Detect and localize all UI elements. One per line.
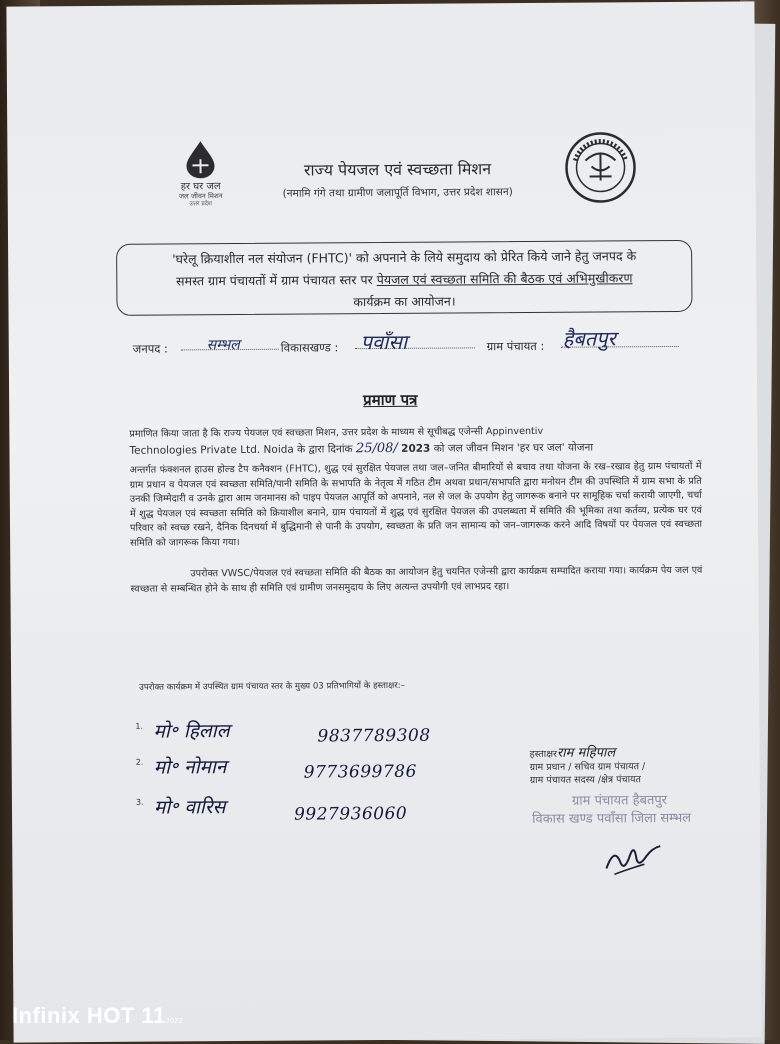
certificate-year: 2023 (401, 442, 431, 455)
district-value: सम्भल (206, 337, 240, 354)
signature-scribble-icon (600, 830, 670, 878)
attendee-2-number: 2. (135, 757, 144, 767)
attendee-2-name: मो॰ नोमान (153, 756, 227, 779)
banner-line-2-text: समस्त ग्राम पंचायतों में ग्राम पंचायत स्तर पर (176, 272, 377, 289)
certificate-line-2 (129, 440, 701, 459)
logo-line-1: हर घर जल (180, 181, 221, 193)
camera-watermark (12, 1003, 183, 1029)
attendee-3-name: मो॰ वारिस (153, 796, 226, 819)
authority-sign-name: राम महिपाल (556, 745, 616, 761)
certificate-page (6, 1, 761, 1042)
logo-line-3: उत्तर प्रदेश (189, 200, 213, 208)
attendee-3-phone: 9927936060 (293, 803, 408, 825)
authority-signature-block (530, 746, 730, 787)
banner-line-1: 'घरेलू क्रियाशील नल संयोजन (FHTC)' को अपनाने के लिये समुदाय को प्रेरित किये जाने हेतु जनपद के (172, 248, 637, 267)
jal-jeevan-mission-logo (165, 139, 235, 207)
certificate-line-2-text: Technologies Private Ltd. Noida के द्वारा दिनांक (129, 443, 353, 457)
banner-line-2-underlined: पेयजल एवं स्वच्छता समिति की बैठक एवं अभिमुखीकरण (376, 270, 633, 288)
document-title: प्रमाण पत्र (363, 390, 418, 410)
authority-line-2: ग्राम पंचायत सदस्य /क्षेत्र पंचायत (529, 774, 641, 786)
camera-year: 2022 (165, 1018, 184, 1025)
attendee-2-phone: 9773699786 (303, 761, 417, 783)
attendee-1-phone: 9837789308 (317, 725, 431, 747)
certificate-line-2-end: को जल जीवन मिशन 'हर घर जल' योजना (433, 441, 594, 455)
district-label: जनपद : (132, 341, 168, 356)
attendee-1-number: 1. (135, 721, 144, 731)
banner-line-3: कार्यक्रम का आयोजन। (353, 293, 456, 310)
stamp-line-2: विकास खण्ड पवाँसा जिला सम्भल (532, 810, 692, 827)
logo-line-2: जल जीवन मिशन (178, 192, 223, 201)
panchayat-stamp (532, 791, 752, 829)
header-title: राज्य पेयजल एवं स्वच्छता मिशन (303, 159, 492, 180)
certificate-date: 25/08/ (355, 440, 398, 457)
camera-brand: Infinix HOT 11 (12, 1003, 166, 1028)
attendee-3-number: 3. (135, 797, 144, 807)
certificate-body: अन्तर्गत फंक्शनल हाउस होल्ड टैप कनैक्शन (FHTC), शुद्ध एवं सुरक्षित पेयजल तथा जल–जनित बीमारियों से बचाव तथा योजना के रख–रखाव हेतु ग्राम पंचायतों में ग्राम प्रधान व पेयजल एवं स्वच्छता समिति/पानी समिति के सभापति के नेतृत्व में गठित टीम अथवा प्रधान/सभापति द्वारा मनोयन टीम की उपस्थिति में ग्राम सभा के प्रति उनकी जिम्मेदारी व उनके द्वारा आम जनमानस को पाइप पेयजल आपूर्ति को अपनाने, नल से जल के उपयोग हेतु जागरूक बनाने पर सामूहिक चर्चा करायी जाएगी, चर्चा में शुद्ध पेयजल एवं स्वच्छता समिति को क्रियाशील बनाने, ग्राम पंचायतों में शुद्ध एवं सुरक्षित पेयजल की उपलब्धता में समिति की भूमिका तथा कर्तव्य, प्रत्येक घर एवं परिवार को स्वच्छ रखने, दैनिक दिनचर्या में बुद्धिमानी से पानी के उपयोग, स्वच्छता के प्रति जन सामान्य को जन–जागरूक करने आदि विषयों पर पेयजल एवं स्वच्छता समिति को जागरूक किया गया। (129, 460, 703, 549)
panchayat-label: ग्राम पंचायत : (486, 338, 545, 354)
water-drop-icon (182, 139, 218, 179)
up-government-seal-icon (563, 130, 638, 205)
authority-sign-label: हस्ताक्षर (529, 748, 557, 760)
program-banner (116, 240, 692, 316)
certificate-line-1: प्रमाणित किया जाता है कि राज्य पेयजल एवं स्वच्छता मिशन, उत्तर प्रदेश के माध्यम से सूचीबद्ध एजेन्सी Appinventiv (129, 425, 544, 440)
header-subtitle: (नमामि गंगे तथा ग्रामीण जलापूर्ति विभाग, उत्तर प्रदेश शासन) (282, 186, 513, 200)
banner-line-2 (117, 267, 691, 293)
authority-sign-line (530, 746, 730, 761)
block-value: पवाँसा (360, 329, 408, 355)
signatures-intro: उपरोक्त कार्यक्रम में उपस्थित ग्राम पंचायत स्तर के मुख्य 03 प्रतिभागियों के हस्ताक्षर:– (139, 680, 406, 693)
authority-line-1: ग्राम प्रधान / सचिव ग्राम पंचायत / (529, 761, 646, 773)
stamp-line-1: ग्राम पंचायत हैबतपुर (571, 793, 668, 809)
block-label: विकासखण्ड : (280, 340, 339, 355)
attendee-1-name: मो॰ हिलाल (153, 720, 230, 743)
panchayat-value: हैबतपुर (562, 326, 616, 351)
location-fields (132, 326, 693, 356)
certificate-paragraph-2: उपरोक्त VWSC/पेयजल एवं स्वच्छता समिति की बैठक का आयोजन हेतु चयनित एजेन्सी द्वारा कार्यक्रम सम्पादित कराया गया। कार्यक्रम पेय जल एवं स्वच्छता से सम्बन्धित होने के साथ ही समिति एवं ग्रामीण जनसमुदाय के लिए अत्यन्त उपयोगी एवं लाभप्रद रहा। (130, 564, 703, 595)
